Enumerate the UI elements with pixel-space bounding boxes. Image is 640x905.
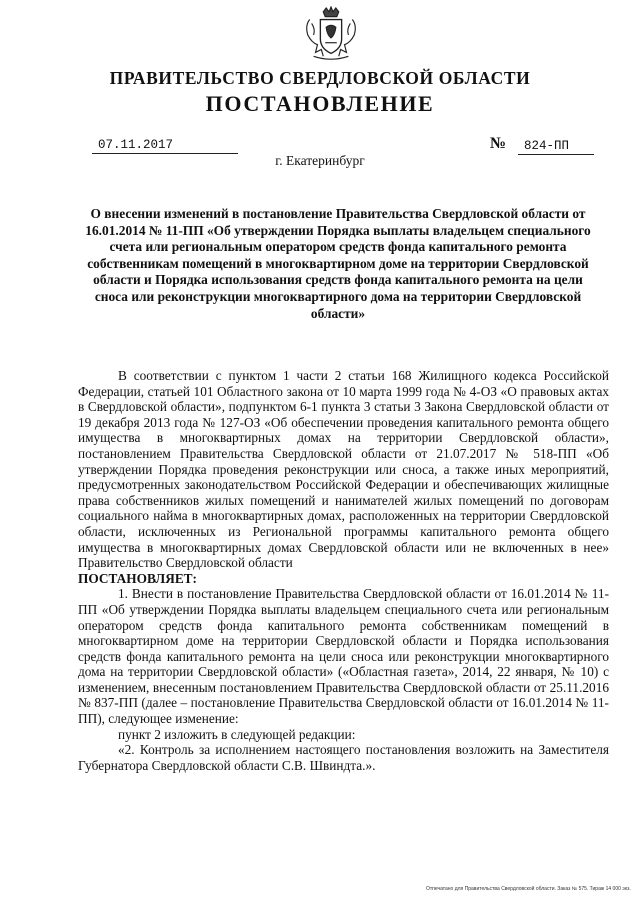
document-title: О внесении изменений в постановление Правительства Свердловской области от 16.01.2014 № 11-ПП «Об утверждении Порядка выплаты владельцем специального счета или региональным оператором средств фонда капитального ремонта собственникам помещений в многоквартирном доме на территории Свердловской области и Порядка использования средств фонда капитального ремонта на цели сноса или реконструкции многоквартирного дома на территории Свердловской области» — [85, 206, 591, 321]
document-date: 07.11.2017 — [92, 137, 238, 154]
document-type: ПОСТАНОВЛЕНИЕ — [205, 91, 435, 116]
preamble-paragraph: В соответствии с пунктом 1 части 2 статьи 168 Жилищного кодекса Российской Федерации, статьей 101 Областного закона от 10 марта 1999 года № 4-ОЗ «О правовых актах в Свердловской области», подпунктом 6-1 пункта 3 статьи 3 Закона Свердловской области от 19 декабря 2013 года № 127-ОЗ «Об обеспечении проведения капитального ремонта общего имущества в многоквартирных домах на территории Свердловской области», постановлением Правительства Свердловской области от 21.07.2017 № 518-ПП «Об утверждении Порядка проведения реконструкции или сноса, а также иных мероприятий, предусмотренных законодательством Российской Федерации и обеспечивающих жилищные права собственников жилых помещений и нанимателей жилых помещений по договорам социального найма в многоквартирных домах, расположенных на территории Свердловской области, исключенных из Региональной программы капитального ремонта общего имущества в многоквартирных домах Свердловской области или не включенных в нее» Правительство Свердловской области — [78, 368, 609, 571]
coat-of-arms-emblem — [302, 6, 360, 64]
city-name: г. Екатеринбург — [275, 153, 365, 168]
document-body — [78, 368, 609, 773]
item-1-quote: «2. Контроль за исполнением настоящего постановления возложить на Заместителя Губернатора Свердловской области С.В. Швиндта.». — [78, 742, 609, 773]
print-note: Отпечатано для Правительства Свердловской области. Заказ № 575. Тираж 14 000 экз. — [426, 886, 631, 892]
resolves-heading: ПОСТАНОВЛЯЕТ: — [78, 570, 197, 586]
item-1-paragraph: 1. Внести в постановление Правительства Свердловской области от 16.01.2014 № 11-ПП «Об утверждении Порядка выплаты владельцем специального счета или региональным оператором средств фонда капитального ремонта собственникам помещений в многоквартирном доме на территории Свердловской области и Порядка использования средств фонда капитального ремонта на цели сноса или реконструкции многоквартирного дома на территории Свердловской области» («Областная газета», 2014, 22 января, № 10) с изменением, внесенным постановлением Правительства Свердловской области от 25.11.2016 № 837-ПП (далее – постановление Правительства Свердловской области от 16.01.2014 № 11-ПП), следующее изменение: — [78, 586, 609, 727]
document-number: 824-ПП — [518, 138, 594, 155]
government-name: ПРАВИТЕЛЬСТВО СВЕРДЛОВСКОЙ ОБЛАСТИ — [109, 68, 531, 88]
item-1-subparagraph: пункт 2 изложить в следующей редакции: — [118, 726, 356, 742]
number-sign: № — [490, 135, 507, 152]
